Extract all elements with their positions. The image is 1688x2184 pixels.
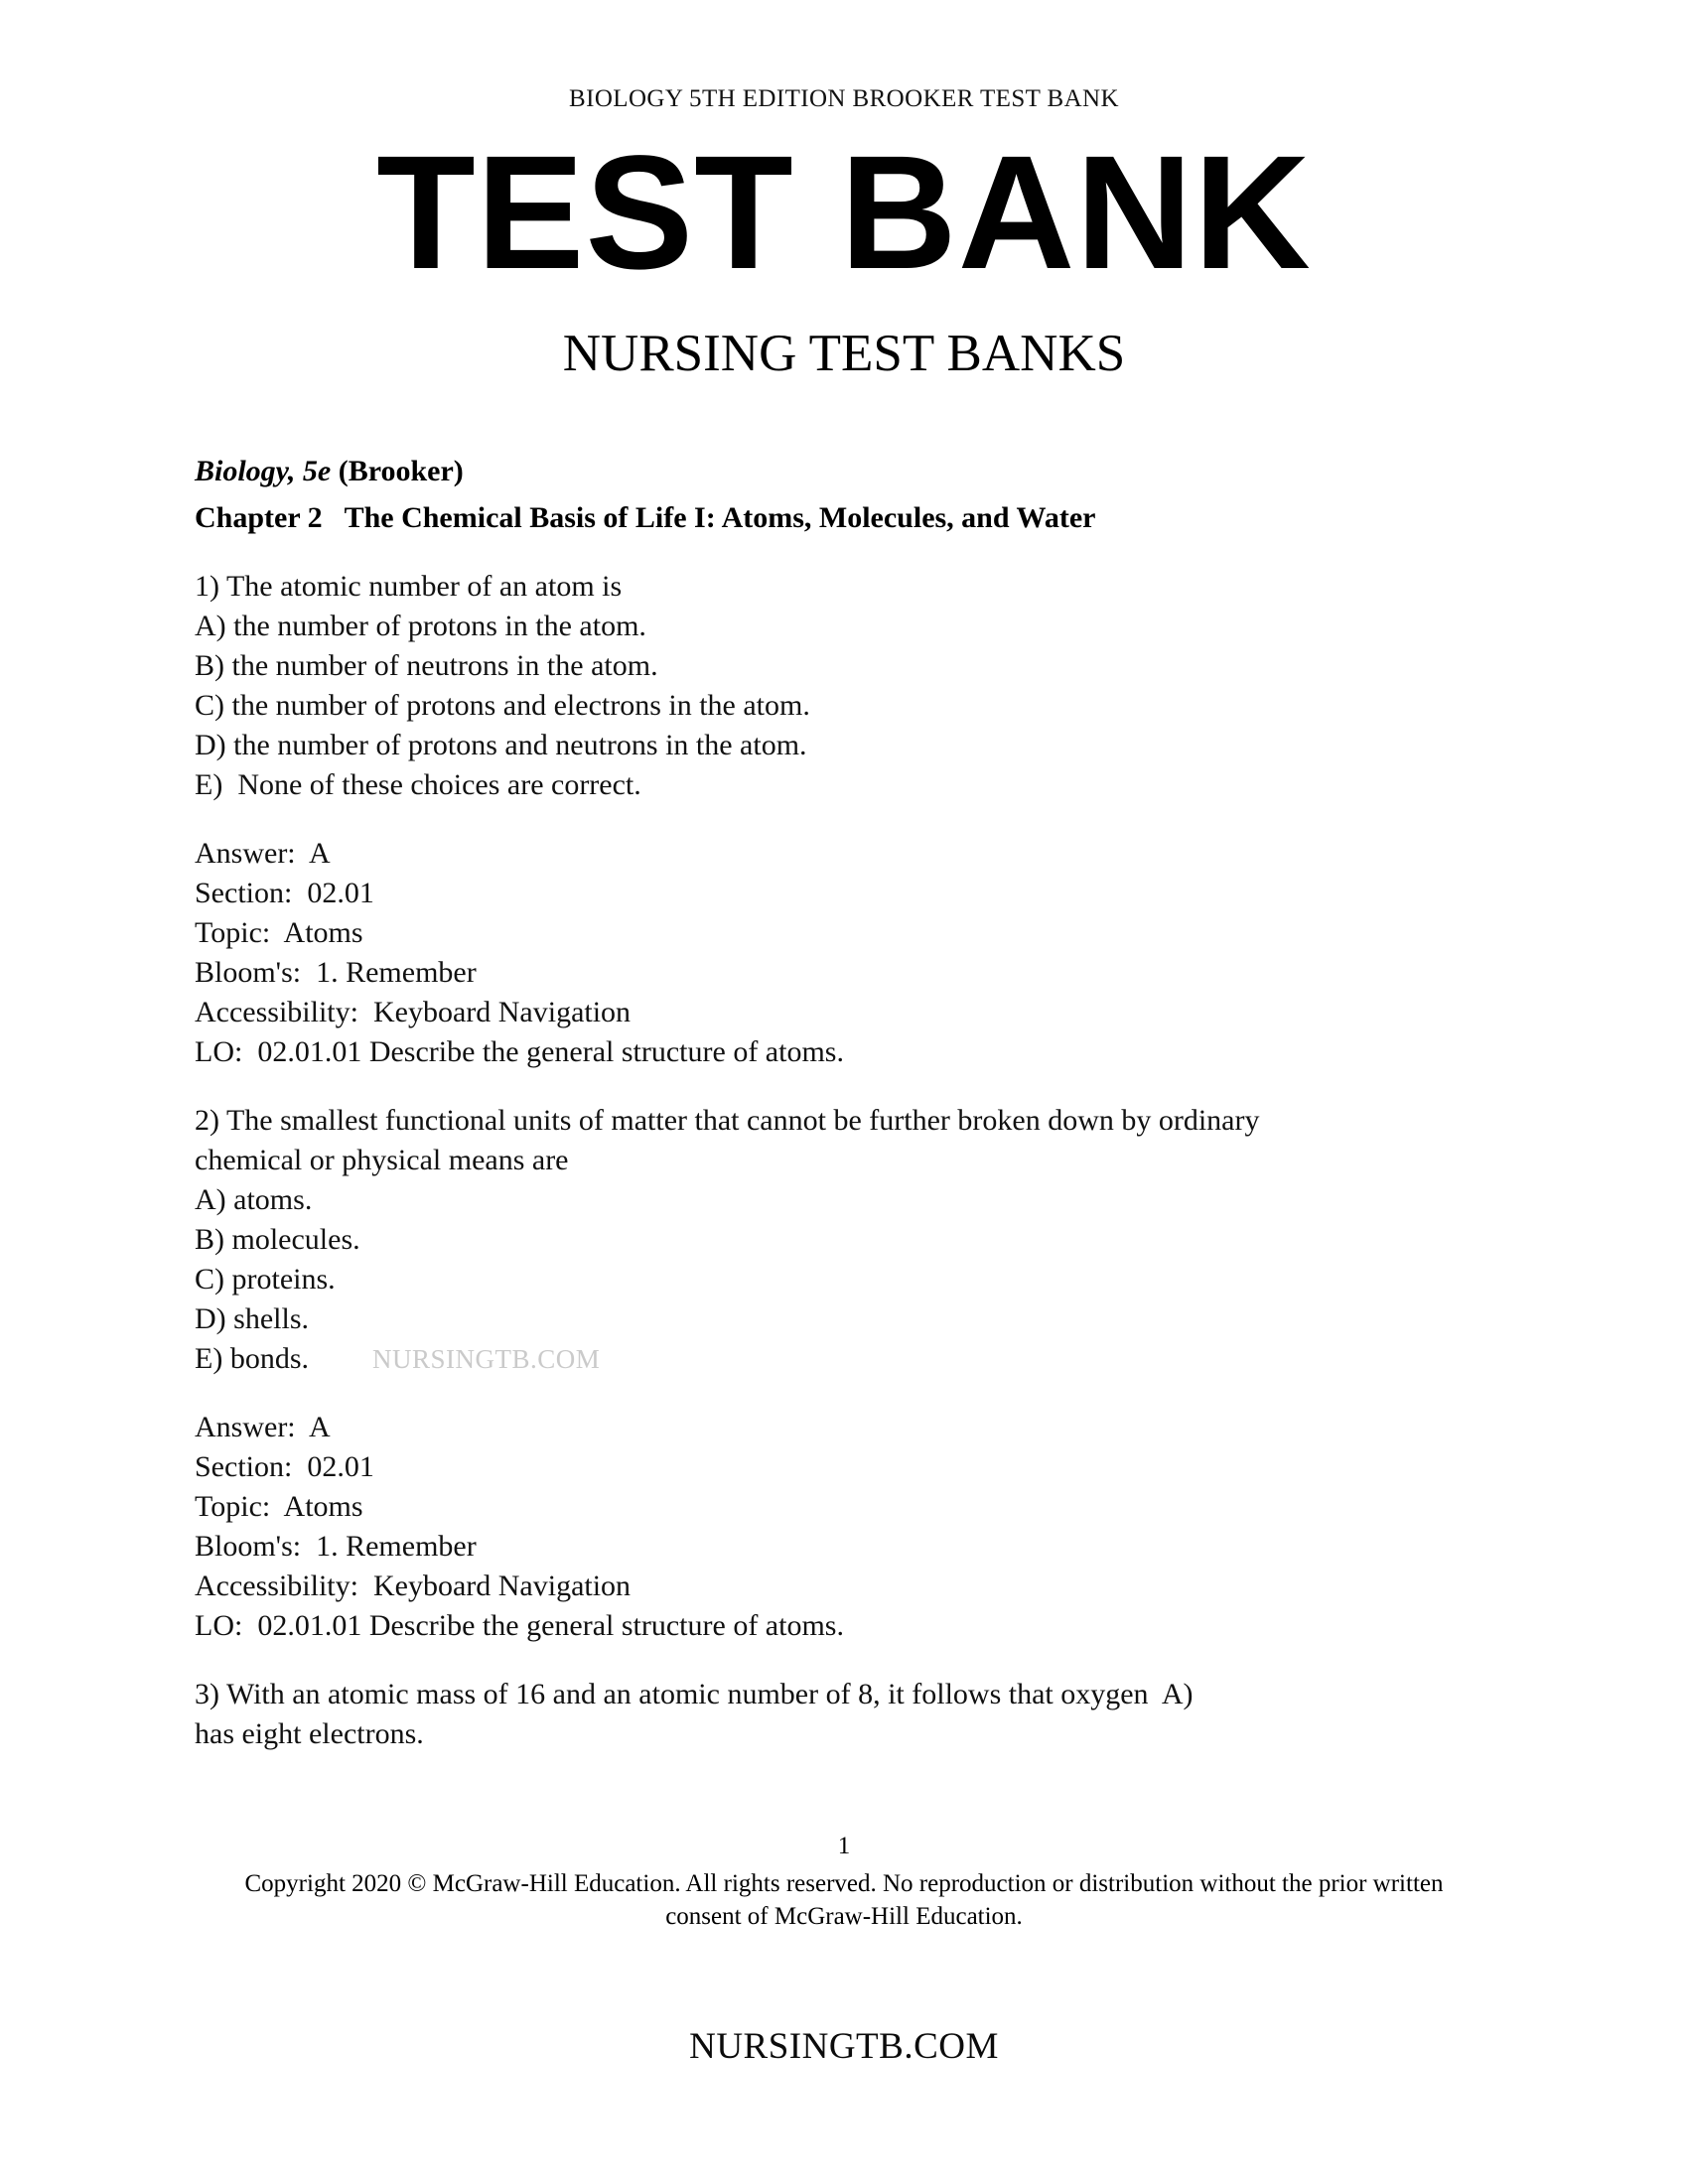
book-reference — [195, 452, 1485, 491]
spacer — [195, 1379, 1485, 1408]
masthead-subtitle: NURSING TEST BANKS — [562, 324, 1126, 382]
copyright-line-2: consent of McGraw-Hill Education. — [665, 1903, 1023, 1930]
learning-objective-line: LO: 02.01.01 Describe the general structure of atoms. — [195, 1034, 844, 1068]
spacer — [195, 1646, 1485, 1675]
document-body — [195, 452, 1485, 1754]
question-stem: 3) With an atomic mass of 16 and an atomic number of 8, it follows that oxygen A) — [195, 1677, 1194, 1710]
choice-a: A) the number of protons in the atom. — [195, 609, 646, 642]
page-number: 1 — [837, 1833, 851, 1859]
section-line: Section: 02.01 — [195, 876, 374, 909]
topic-line: Topic: Atoms — [195, 1489, 363, 1523]
choice-c: C) proteins. — [195, 1262, 336, 1296]
question-stem: 1) The atomic number of an atom is — [195, 569, 623, 603]
choice-b: B) the number of neutrons in the atom. — [195, 648, 658, 682]
accessibility-line: Accessibility: Keyboard Navigation — [195, 1569, 632, 1602]
question-stem: 2) The smallest functional units of matter that cannot be further broken down by ordinary chemical or physical means are — [195, 1103, 1267, 1176]
blooms-line: Bloom's: 1. Remember — [195, 1529, 477, 1563]
choice-d: D) shells. — [195, 1301, 309, 1335]
learning-objective-line: LO: 02.01.01 Describe the general structure of atoms. — [195, 1608, 844, 1642]
question-stem-continued: has eight electrons. — [195, 1716, 424, 1750]
chapter-heading: Chapter 2 The Chemical Basis of Life I: Atoms, Molecules, and Water — [195, 500, 1096, 534]
answer-line: Answer: A — [195, 836, 331, 870]
choice-e: E) None of these choices are correct. — [195, 767, 641, 801]
spacer — [195, 805, 1485, 834]
choice-a: A) atoms. — [195, 1182, 313, 1216]
page-title: TEST BANK — [376, 120, 1312, 303]
choice-d: D) the number of protons and neutrons in the atom. — [195, 728, 807, 761]
choice-e: E) bonds. — [195, 1341, 309, 1375]
masthead — [0, 85, 1688, 381]
book-author: (Brooker) — [331, 455, 464, 487]
choice-e-row — [195, 1339, 1485, 1379]
watermark-inline: NURSINGTB.COM — [372, 1343, 601, 1374]
blooms-line: Bloom's: 1. Remember — [195, 955, 477, 989]
question-block-2 — [195, 1072, 1485, 1646]
site-watermark-footer: NURSINGTB.COM — [689, 2026, 999, 2067]
spacer — [195, 1072, 1485, 1101]
choice-b: B) molecules. — [195, 1222, 360, 1256]
topic-line: Topic: Atoms — [195, 915, 363, 949]
book-title: Biology, 5e — [195, 455, 332, 487]
masthead-kicker: BIOLOGY 5TH EDITION BROOKER TEST BANK — [569, 85, 1119, 112]
section-line: Section: 02.01 — [195, 1449, 374, 1483]
answer-line: Answer: A — [195, 1410, 331, 1443]
choice-c: C) the number of protons and electrons in the atom. — [195, 688, 810, 722]
spacer — [195, 538, 1485, 567]
page-footer — [0, 1832, 1688, 1933]
copyright-notice — [0, 1867, 1688, 1933]
copyright-line-1: Copyright 2020 © McGraw-Hill Education. All rights reserved. No reproduction or distribution without the prior written — [244, 1870, 1444, 1897]
accessibility-line: Accessibility: Keyboard Navigation — [195, 995, 632, 1028]
question-block-3 — [195, 1646, 1485, 1754]
question-block-1 — [195, 538, 1485, 1072]
